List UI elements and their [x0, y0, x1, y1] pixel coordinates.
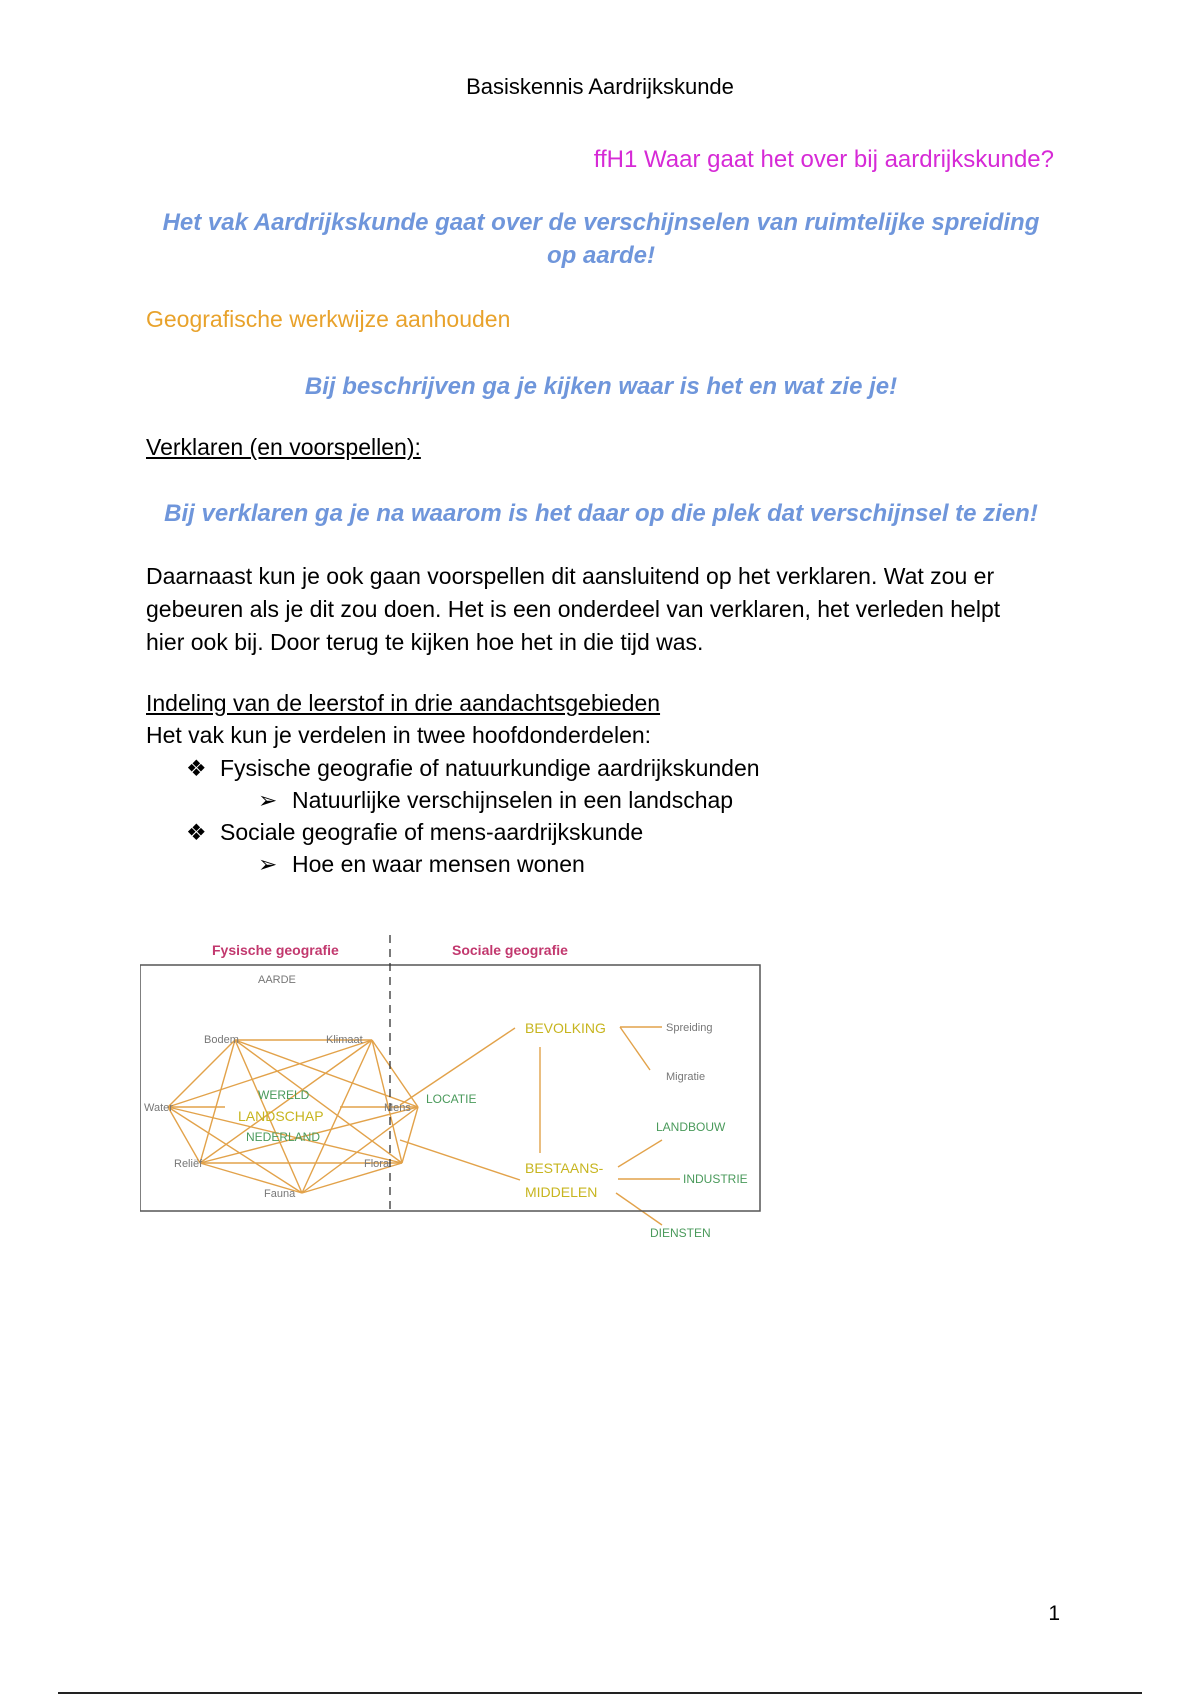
node-mens: Mens: [384, 1102, 411, 1114]
intro-line-1: Het vak Aardrijkskunde gaat over de verschijnselen van ruimtelijke spreiding: [162, 209, 1040, 236]
center-nederland: NEDERLAND: [246, 1130, 321, 1144]
node-bodem: Bodem: [204, 1034, 239, 1046]
intro-line-2: op aarde!: [546, 242, 656, 269]
page-number: 1: [1048, 1602, 1060, 1625]
chapter-title: ffH1 Waar gaat het over bij aardrijkskunde?: [593, 146, 1054, 173]
describe-statement: Bij beschrijven ga je kijken waar is het en wat zie je!: [304, 373, 898, 400]
bullet-label: Sociale geografie of mens-aardrijkskunde: [220, 819, 644, 845]
diagram-edges: [168, 1027, 680, 1225]
footer-rule: [58, 1692, 1142, 1694]
locatie-label: LOCATIE: [426, 1092, 477, 1106]
arrow-bullet-icon: ➢: [258, 787, 278, 813]
paragraph-line-2: gebeuren als je dit zou doen. Het is een onderdeel van verklaren, het verleden helpt: [146, 596, 1001, 622]
spreiding-label: Spreiding: [666, 1022, 713, 1034]
social-geography-title: Sociale geografie: [452, 942, 568, 958]
bevolking-label: BEVOLKING: [525, 1020, 606, 1036]
geography-diagram: [140, 935, 830, 1245]
bullet-item: [186, 816, 643, 848]
bestaansmiddelen-label-2: MIDDELEN: [525, 1184, 598, 1200]
arrow-bullet-icon: ➢: [258, 851, 278, 877]
center-wereld: WERELD: [258, 1088, 310, 1102]
division-heading: Indeling van de leerstof in drie aandachtsgebieden: [146, 690, 661, 716]
diamond-bullet-icon: ❖: [186, 819, 207, 845]
paragraph-line-1: Daarnaast kun je ook gaan voorspellen dit aansluitend op het verklaren. Wat zou er: [146, 563, 995, 589]
bullet-label: Fysische geografie of natuurkundige aardrijkskunden: [220, 755, 760, 781]
explain-heading: Verklaren (en voorspellen):: [146, 434, 421, 460]
migratie-label: Migratie: [666, 1071, 706, 1083]
node-relief: Reliëf: [174, 1158, 203, 1170]
paragraph-line-3: hier ook bij. Door terug te kijken hoe het in die tijd was.: [146, 629, 704, 655]
node-fauna: Fauna: [264, 1188, 296, 1200]
landbouw-label: LANDBOUW: [656, 1120, 726, 1134]
sub-bullet-item: [258, 784, 733, 816]
diensten-label: DIENSTEN: [650, 1226, 711, 1240]
sub-bullet-label: Natuurlijke verschijnselen in een landschap: [292, 787, 734, 813]
explain-statement: Bij verklaren ga je na waarom is het daar op die plek dat verschijnsel te zien!: [164, 500, 1038, 527]
node-water: Water: [144, 1102, 173, 1114]
predict-paragraph: [146, 560, 1066, 659]
physical-geography-title: Fysische geografie: [212, 942, 339, 958]
industrie-label: INDUSTRIE: [683, 1172, 748, 1186]
document-header: Basiskennis Aardrijkskunde: [466, 74, 734, 99]
diagram-frame: [140, 965, 760, 1211]
sub-bullet-label: Hoe en waar mensen wonen: [292, 851, 585, 877]
bullet-item: [186, 752, 760, 784]
sub-bullet-item: [258, 848, 585, 880]
center-landschap: LANDSCHAP: [238, 1108, 324, 1124]
method-heading: Geografische werkwijze aanhouden: [146, 306, 511, 332]
node-flora: Flora: [364, 1158, 390, 1170]
node-klimaat: Klimaat: [326, 1034, 363, 1046]
intro-statement: [146, 206, 1056, 272]
aarde-label: AARDE: [258, 974, 296, 986]
bestaansmiddelen-label-1: BESTAANS-: [525, 1160, 604, 1176]
division-intro: Het vak kun je verdelen in twee hoofdonderdelen:: [146, 722, 652, 748]
diamond-bullet-icon: ❖: [186, 755, 207, 781]
